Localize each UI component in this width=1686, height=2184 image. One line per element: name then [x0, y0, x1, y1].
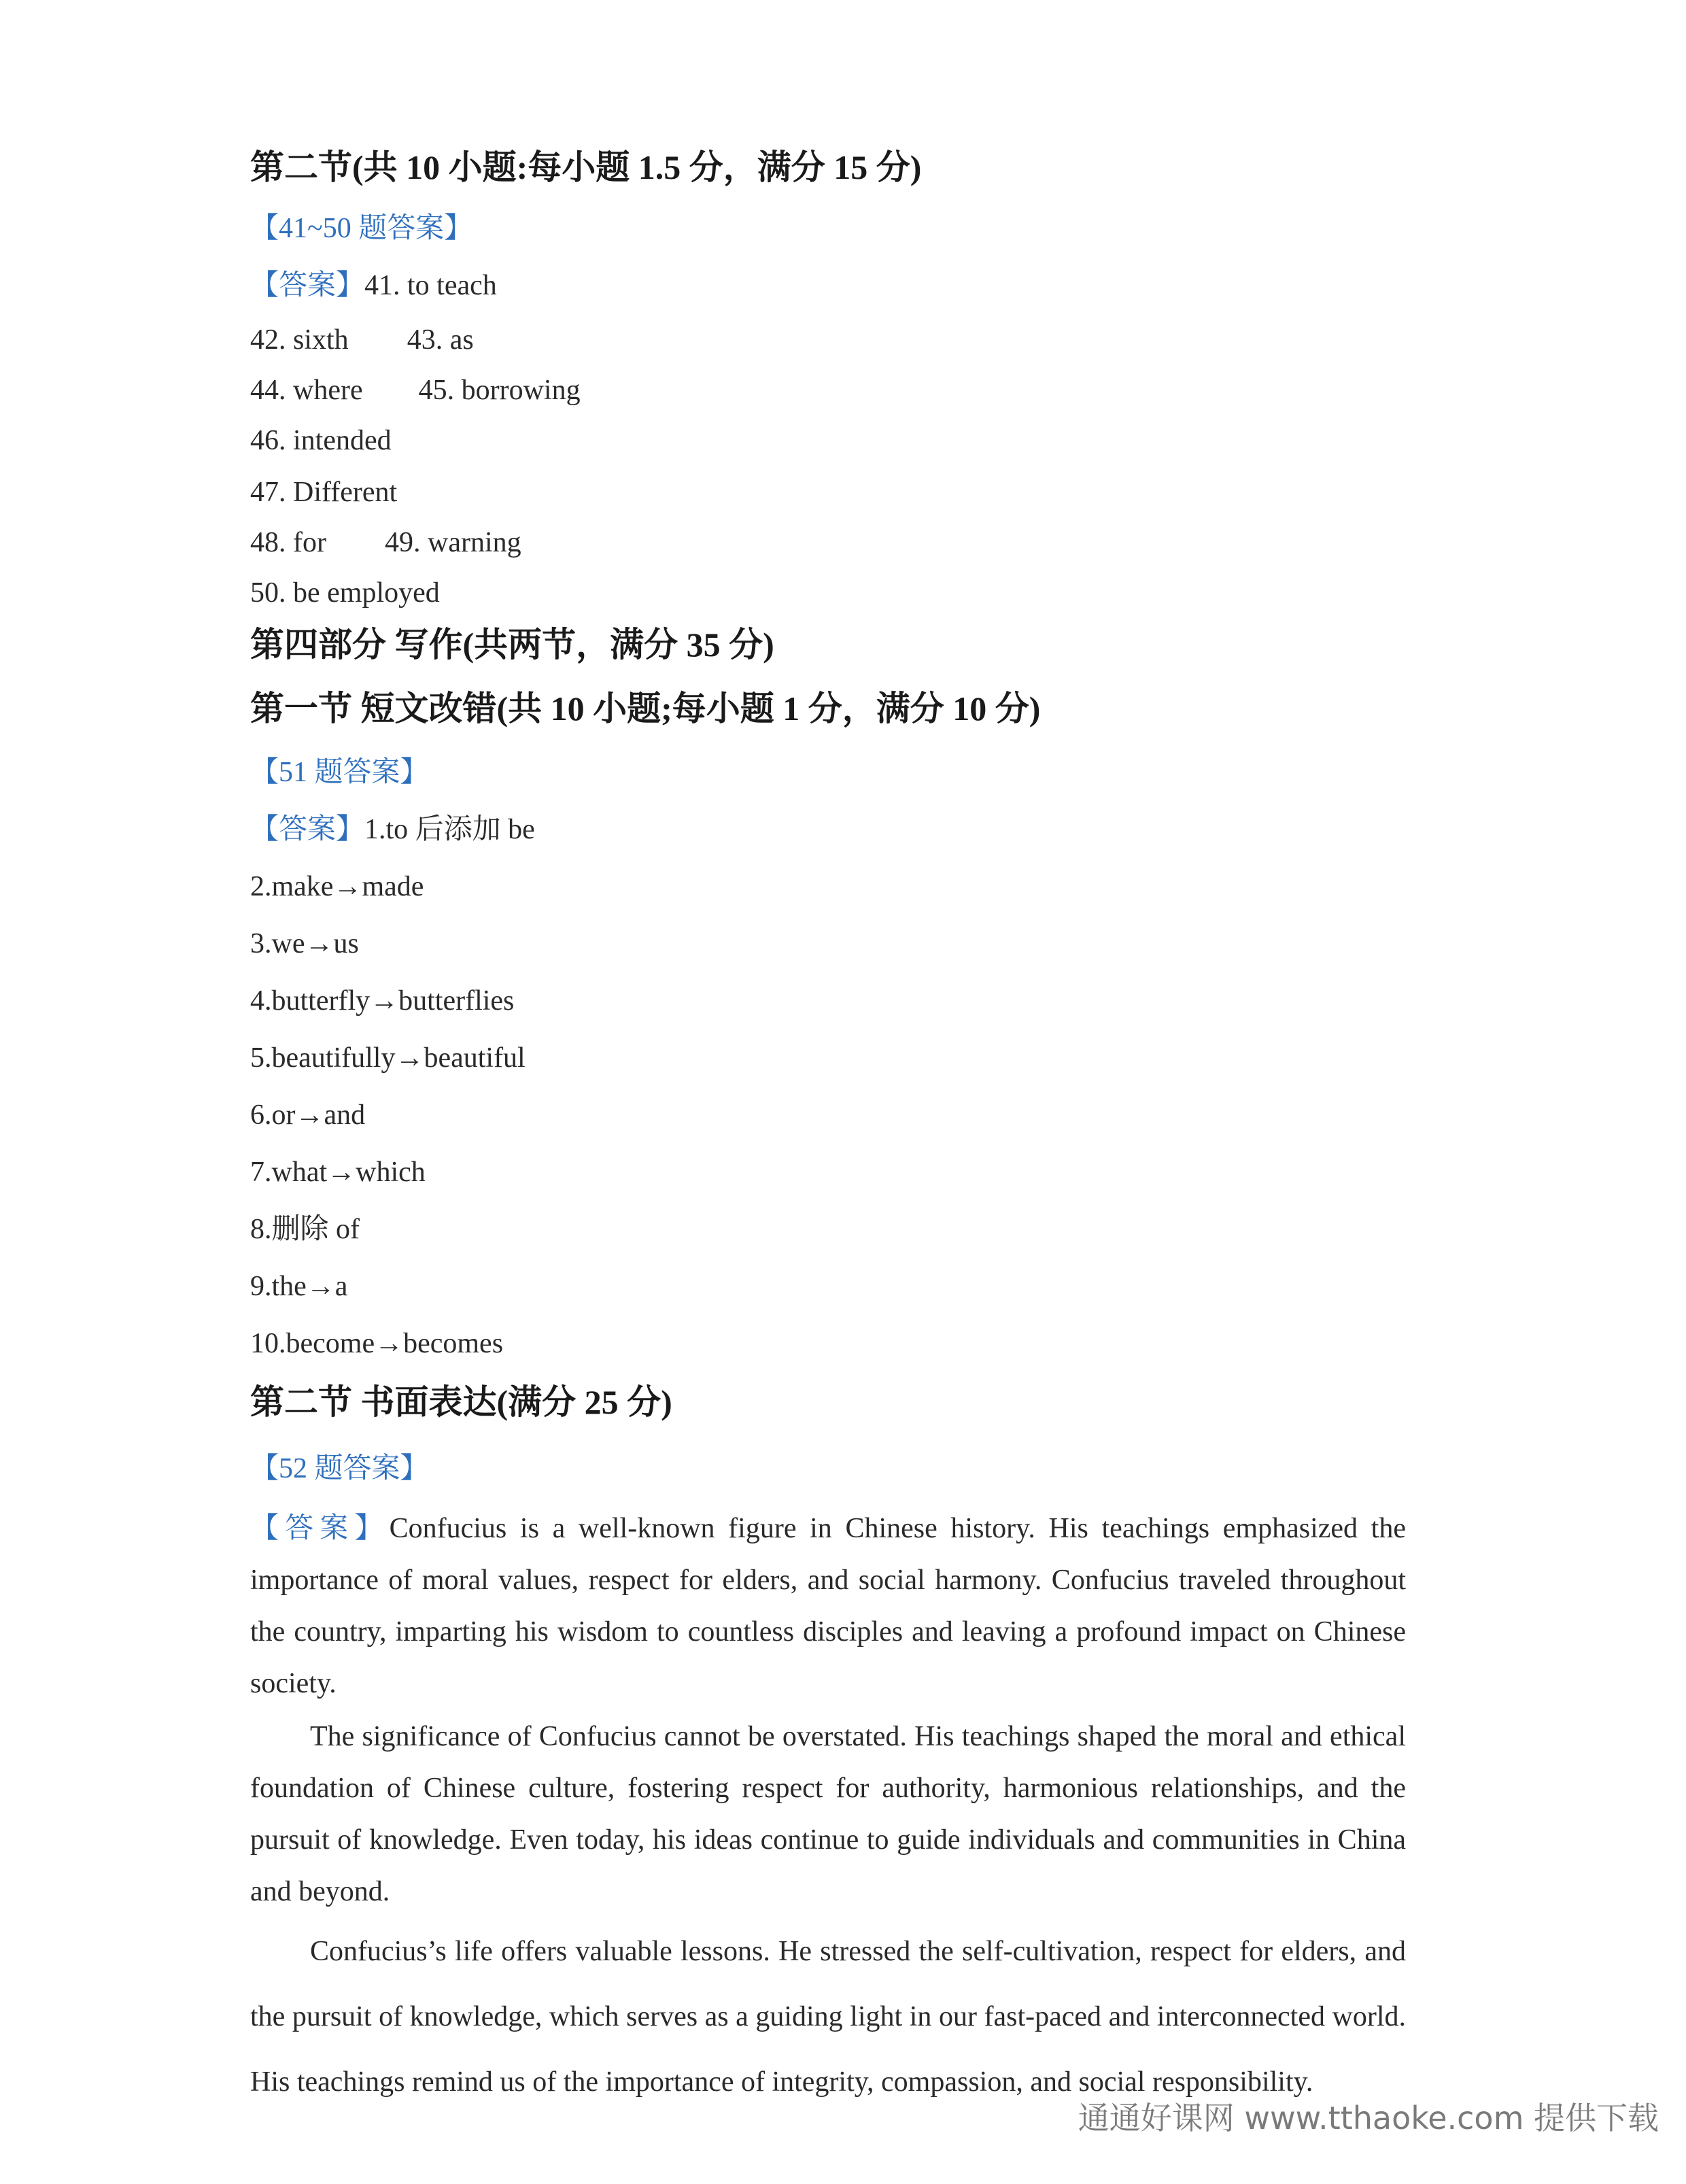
- correction-1: 1.to 后添加 be: [364, 814, 535, 845]
- correction-1-line: [250, 809, 535, 850]
- answer-48: 48. for: [250, 527, 326, 558]
- correction-9: 9.the→a: [250, 1271, 348, 1302]
- correction-3: 3.we→us: [250, 928, 359, 959]
- section2-title: 第二节(共 10 小题:每小题 1.5 分，满分 15 分): [250, 148, 922, 186]
- answer-42-43-line: [250, 320, 474, 360]
- essay-paragraph-1-text: Confucius is a well-known figure in Chinese history. His teachings emphasized the importance of moral values, respect for elders, and social harmony. Confucius traveled throughout the country, imparting his wisdom to countless disciples and leaving a profound impact on Chinese society.: [250, 1513, 1406, 1699]
- answer-50: 50. be employed: [250, 577, 440, 609]
- part4-section1-title: 第一节 短文改错(共 10 小题;每小题 1 分，满分 10 分): [250, 689, 1041, 728]
- correction-8: 8.删除 of: [250, 1214, 360, 1245]
- answer-45: 45. borrowing: [418, 375, 581, 406]
- answer-42: 42. sixth: [250, 324, 349, 356]
- answer-43: 43. as: [407, 324, 474, 356]
- answer-47: 47. Different: [250, 477, 398, 508]
- q41-50-label: 【41~50 题答案】: [250, 213, 473, 244]
- answer-tag: 【答案】: [250, 1513, 390, 1544]
- answer-tag: 【答案】: [250, 814, 365, 845]
- answer-41: 41. to teach: [364, 270, 497, 301]
- answer-49: 49. warning: [384, 527, 521, 558]
- essay-paragraph-3: Confucius’s life offers valuable lessons. He stressed the self-cultivation, respect for elders, and the pursuit of knowledge, which serves as a guiding light in our fast-paced and interconnected world. His teachings remind us of the importance of integrity, compassion, and social responsibility.: [250, 1936, 1406, 2098]
- answer-41-line: [250, 265, 497, 306]
- essay-paragraph-2: The significance of Confucius cannot be overstated. His teachings shaped the moral and ethical foundation of Chinese culture, fostering respect for authority, harmonious relationships, and the pursuit of knowledge. Even today, his ideas continue to guide individuals and communities in China and beyond.: [250, 1721, 1406, 1907]
- correction-6: 6.or→and: [250, 1099, 366, 1131]
- essay-paragraph-1: [250, 1503, 1406, 1709]
- answer-tag: 【答案】: [250, 270, 365, 301]
- q52-label: 【52 题答案】: [250, 1453, 429, 1484]
- correction-4: 4.butterfly→butterflies: [250, 985, 515, 1017]
- correction-7: 7.what→which: [250, 1157, 426, 1188]
- correction-10: 10.become→becomes: [250, 1328, 504, 1359]
- answer-44-45-line: [250, 370, 581, 411]
- q51-label: 【51 题答案】: [250, 757, 429, 788]
- part4-title: 第四部分 写作(共两节，满分 35 分): [250, 626, 774, 664]
- answer-44: 44. where: [250, 375, 363, 406]
- part4-section2-title: 第二节 书面表达(满分 25 分): [250, 1383, 672, 1421]
- correction-2: 2.make→made: [250, 871, 424, 902]
- answer-46: 46. intended: [250, 425, 392, 456]
- footer-watermark: 通通好课网 www.tthaoke.com 提供下载: [1078, 2100, 1659, 2136]
- answer-48-49-line: [250, 522, 521, 563]
- correction-5: 5.beautifully→beautiful: [250, 1042, 526, 1074]
